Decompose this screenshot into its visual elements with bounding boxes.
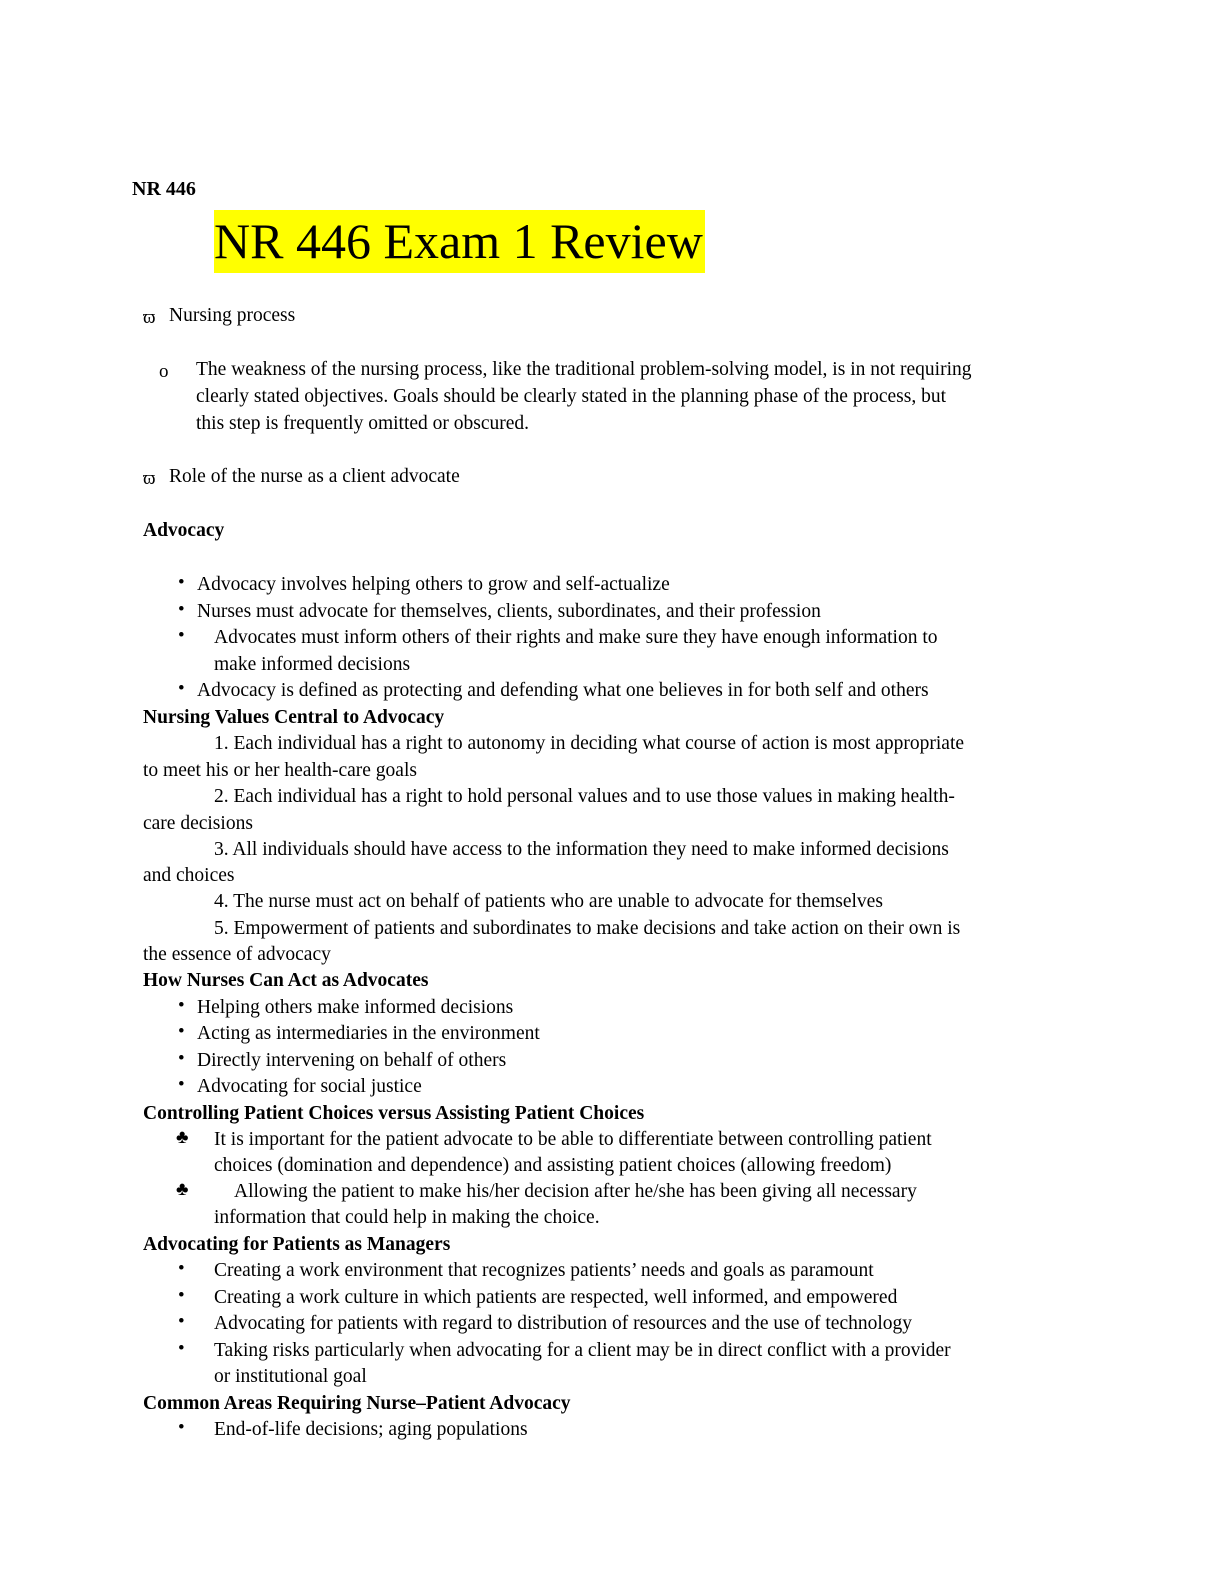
advocacy-heading: Advocacy (143, 520, 225, 541)
list-item: Creating a work culture in which patients are respected, well informed, and empowered (214, 1287, 898, 1308)
list-item: Advocating for patients with regard to distribution of resources and the use of technology (214, 1313, 913, 1334)
dot-bullet-icon: • (178, 572, 185, 593)
value-line: 2. Each individual has a right to hold personal values and to use those values in making health- (214, 786, 955, 807)
dot-bullet-icon: • (178, 995, 185, 1016)
nursing-process-text-line: clearly stated objectives. Goals should be clearly stated in the planning phase of the process, but (196, 386, 946, 407)
list-item: Taking risks particularly when advocating for a client may be in direct conflict with a provider (214, 1340, 951, 1361)
dot-bullet-icon: • (178, 1074, 185, 1095)
dot-bullet-icon: • (178, 1417, 185, 1438)
list-item: Advocacy is defined as protecting and defending what one believes in for both self and others (197, 680, 929, 701)
club-bullet-icon: ♣ (176, 1127, 189, 1148)
dot-bullet-icon: • (178, 625, 185, 646)
managers-heading: Advocating for Patients as Managers (143, 1234, 451, 1255)
controlling-line: It is important for the patient advocate to be able to differentiate between controlling patient (214, 1129, 932, 1150)
nursing-process-text-line: this step is frequently omitted or obscured. (196, 413, 530, 434)
controlling-line: choices (domination and dependence) and assisting patient choices (allowing freedom) (214, 1155, 892, 1176)
value-line: care decisions (143, 813, 253, 834)
value-line: 1. Each individual has a right to autonomy in deciding what course of action is most appropriate (214, 733, 965, 754)
nursing-process-heading: Nursing process (169, 305, 296, 326)
value-line: to meet his or her health-care goals (143, 760, 417, 781)
list-item: Creating a work environment that recognizes patients’ needs and goals as paramount (214, 1260, 874, 1281)
controlling-line: Allowing the patient to make his/her decision after he/she has been giving all necessary (234, 1181, 917, 1202)
dot-bullet-icon: • (178, 1048, 185, 1069)
list-item: Nurses must advocate for themselves, clients, subordinates, and their profession (197, 601, 821, 622)
list-item-continuation: or institutional goal (214, 1366, 367, 1387)
course-code: NR 446 (132, 178, 196, 200)
value-line: the essence of advocacy (143, 944, 331, 965)
list-item: Advocating for social justice (197, 1076, 422, 1097)
how-nurses-heading: How Nurses Can Act as Advocates (143, 970, 429, 991)
common-areas-heading: Common Areas Requiring Nurse–Patient Advocacy (143, 1393, 571, 1414)
list-item: Directly intervening on behalf of others (197, 1050, 507, 1071)
list-item: Acting as intermediaries in the environment (197, 1023, 540, 1044)
list-item: Advocacy involves helping others to grow and self-actualize (197, 574, 670, 595)
dot-bullet-icon: • (178, 599, 185, 620)
nursing-process-text-line: The weakness of the nursing process, like the traditional problem-solving model, is in not requiring (196, 359, 972, 380)
controlling-heading: Controlling Patient Choices versus Assisting Patient Choices (143, 1103, 645, 1124)
value-line: and choices (143, 865, 235, 886)
controlling-line: information that could help in making the choice. (214, 1207, 600, 1228)
list-item-continuation: make informed decisions (214, 654, 411, 675)
list-item: Helping others make informed decisions (197, 997, 514, 1018)
list-item: End-of-life decisions; aging populations (214, 1419, 528, 1440)
dot-bullet-icon: • (178, 1338, 185, 1359)
role-heading: Role of the nurse as a client advocate (169, 466, 460, 487)
symbol-bullet-icon: ϖ (143, 307, 156, 328)
value-line: 4. The nurse must act on behalf of patients who are unable to advocate for themselves (214, 891, 883, 912)
nursing-values-heading: Nursing Values Central to Advocacy (143, 707, 445, 728)
value-line: 3. All individuals should have access to the information they need to make informed decisions (214, 839, 949, 860)
dot-bullet-icon: • (178, 1258, 185, 1279)
list-item: Advocates must inform others of their rights and make sure they have enough information to (214, 627, 938, 648)
dot-bullet-icon: • (178, 678, 185, 699)
club-bullet-icon: ♣ (176, 1179, 189, 1200)
dot-bullet-icon: • (178, 1311, 185, 1332)
dot-bullet-icon: • (178, 1021, 185, 1042)
symbol-bullet-icon: ϖ (143, 468, 156, 489)
dot-bullet-icon: • (178, 1285, 185, 1306)
page-title: NR 446 Exam 1 Review (214, 210, 705, 273)
value-line: 5. Empowerment of patients and subordinates to make decisions and take action on their own is (214, 918, 961, 939)
circle-bullet-icon: o (159, 361, 169, 382)
